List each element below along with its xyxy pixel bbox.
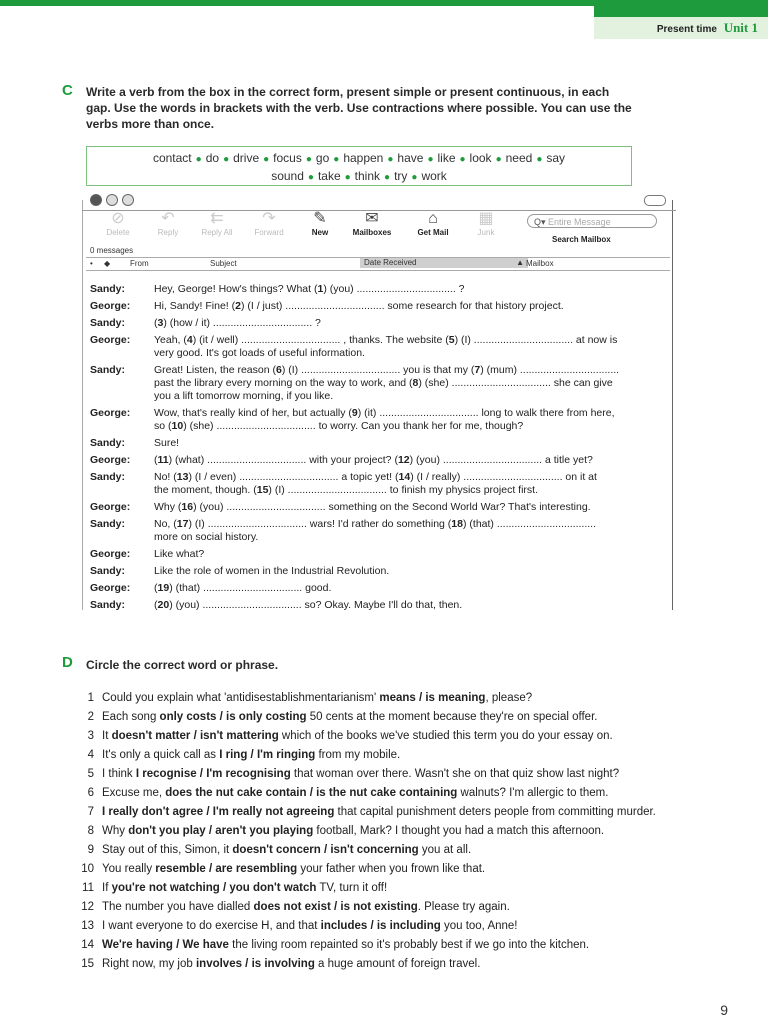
exercise-item — [78, 918, 758, 937]
search-icon: Q▾ — [534, 217, 546, 227]
dialogue-line — [90, 283, 670, 296]
word-box-row — [87, 150, 631, 168]
search-placeholder: Entire Message — [548, 217, 611, 227]
dialogue-text-line: very good. It's got loads of useful information. — [154, 347, 365, 359]
item-number: 8 — [87, 825, 94, 837]
dialogue-text-line: Like the role of women in the Industrial Revolution. — [154, 565, 390, 577]
dialogue-line — [90, 518, 670, 544]
exercise-item — [78, 804, 758, 823]
speaker-name: George: — [90, 582, 131, 594]
junk-icon: ▦ — [478, 210, 494, 227]
search-input[interactable] — [527, 214, 657, 228]
dialogue-text-line: Wow, that's really kind of her, but actually (9) (it) .................................. long to walk there from here, — [154, 407, 615, 419]
word-box-word: go — [315, 151, 330, 165]
word-box-word: have — [397, 151, 424, 165]
word-box-word: happen — [343, 151, 384, 165]
item-text: Each song only costs / is only costing 50 cents at the moment because they're on special offer. — [102, 711, 598, 723]
word-box-word: think — [354, 169, 381, 183]
word-box-word: take — [317, 169, 341, 183]
answer-choices[interactable]: I ring / I'm ringing — [219, 749, 316, 761]
toolbar-toggle-button[interactable] — [644, 195, 666, 206]
get-mail-label: Get Mail — [417, 228, 449, 237]
exercise-item — [78, 842, 758, 861]
dialogue-line — [90, 364, 670, 403]
bullet-separator: ● — [305, 154, 312, 165]
new-label: New — [311, 228, 329, 237]
reply-button[interactable] — [148, 210, 188, 237]
bullet-separator: ● — [427, 154, 434, 165]
dialogue-line — [90, 454, 670, 467]
window-titlebar — [82, 190, 676, 211]
from-column-header[interactable]: From — [130, 259, 149, 268]
bullet-separator: ● — [223, 154, 230, 165]
dialogue-line — [90, 582, 670, 595]
section-c-instruction — [86, 84, 686, 132]
answer-choices[interactable]: resemble / are resembling — [155, 863, 298, 875]
zoom-window-button[interactable] — [122, 194, 134, 206]
word-box-row — [87, 168, 631, 186]
dialogue-text-line: Hey, George! How's things? What (1) (you) .................................. ? — [154, 283, 465, 295]
exercise-item — [78, 899, 758, 918]
unit-label: Unit 1 — [723, 20, 758, 35]
speaker-name: Sandy: — [90, 437, 126, 449]
dialogue-text-line: No! (13) (I / even) .................................. a topic yet! (14) (I / really) .................................. on it at — [154, 471, 597, 483]
word-box-word: sound — [271, 169, 304, 183]
item-text: We're having / We have the living room repainted so it's probably best if we go into the kitchen. — [102, 939, 590, 951]
item-text: Stay out of this, Simon, it doesn't concern / isn't concerning you at all. — [102, 844, 472, 856]
close-window-button[interactable] — [90, 194, 102, 206]
dialogue-line — [90, 317, 670, 330]
answer-choices[interactable]: I really don't agree / I'm really not agreeing — [102, 806, 335, 818]
running-header — [657, 20, 758, 36]
word-box — [86, 146, 632, 186]
exercise-item — [78, 861, 758, 880]
dialogue-text-line: so (10) (she) .................................. to worry. Can you thank her for me, though? — [154, 420, 524, 432]
delete-label: Delete — [106, 228, 130, 237]
answer-choices[interactable]: involves / is involving — [195, 958, 315, 970]
bullet-separator: ● — [411, 172, 418, 183]
word-box-word: need — [505, 151, 533, 165]
dialogue-text-line: Great! Listen, the reason (6) (I) .................................. you is that my (7) (mum) .................................. — [154, 364, 620, 376]
item-text: If you're not watching / you don't watch TV, turn it off! — [102, 882, 388, 894]
answer-choices[interactable]: you're not watching / you don't watch — [111, 882, 317, 894]
flag-column[interactable]: ◆ — [104, 259, 111, 268]
new-message-button[interactable] — [302, 210, 338, 237]
sort-ascending-icon: ▲ — [516, 258, 524, 267]
message-list-header — [86, 257, 670, 271]
reply-icon: ↶ — [161, 210, 175, 227]
mailboxes-label: Mailboxes — [352, 228, 392, 237]
get-mail-button[interactable] — [408, 210, 458, 237]
date-received-label: Date Received — [364, 258, 417, 267]
dialogue-text — [90, 283, 670, 616]
exercise-item — [78, 709, 758, 728]
dialogue-text-line: (20) (you) .................................. so? Okay. Maybe I'll do that, then. — [154, 599, 463, 611]
answer-choices[interactable]: I recognise / I'm recognising — [135, 768, 291, 780]
reply-all-icon: ⇇ — [210, 210, 224, 227]
dialogue-text-line: you a lift tomorrow morning, if you like. — [154, 390, 334, 402]
dialogue-text-line: Sure! — [154, 437, 180, 449]
bullet-separator: ● — [459, 154, 466, 165]
bullet-separator: ● — [536, 154, 543, 165]
instruction-line: Write a verb from the box in the correct form, present simple or present continuous, in each — [86, 85, 610, 99]
speaker-name: George: — [90, 548, 131, 560]
window-border — [672, 200, 673, 610]
exercise-item — [78, 956, 758, 975]
answer-choices[interactable]: includes / is including — [320, 920, 441, 932]
speaker-name: Sandy: — [90, 565, 126, 577]
bullet-separator: ● — [384, 172, 391, 183]
item-text: I really don't agree / I'm really not agreeing that capital punishment deters people from committing murder. — [102, 806, 656, 818]
exercise-item — [78, 690, 758, 709]
reply-all-label: Reply All — [201, 228, 233, 237]
dialogue-text-line: more on social history. — [154, 531, 259, 543]
speaker-name: George: — [90, 300, 131, 312]
dialogue-text-line: Like what? — [154, 548, 205, 560]
dialogue-text-line: (11) (what) .................................. with your project? (12) (you) .................................. a title yet? — [154, 454, 593, 466]
date-received-column-header[interactable] — [360, 258, 528, 268]
item-text: I want everyone to do exercise H, and that includes / is including you too, Anne! — [102, 920, 518, 932]
item-number: 4 — [87, 749, 94, 761]
dialogue-line — [90, 565, 670, 578]
reply-all-button[interactable] — [194, 210, 240, 237]
answer-choices[interactable]: doesn't matter / isn't mattering — [111, 730, 279, 742]
dialogue-line — [90, 407, 670, 433]
answer-choices[interactable]: only costs / is only costing — [159, 711, 307, 723]
item-text: It doesn't matter / isn't mattering which of the books we've studied this term you do your essay on. — [102, 730, 613, 742]
bullet-separator: ● — [495, 154, 502, 165]
bullet-separator: ● — [195, 154, 202, 165]
word-box-word: work — [421, 169, 447, 183]
bullet-separator: ● — [263, 154, 270, 165]
top-banner — [0, 0, 768, 38]
exercise-item — [78, 880, 758, 899]
item-text: I think I recognise / I'm recognising that woman over there. Wasn't she on that quiz show last night? — [102, 768, 620, 780]
item-number: 14 — [81, 939, 94, 951]
instruction-line: verbs more than once. — [86, 117, 215, 131]
item-text: Right now, my job involves / is involving a huge amount of foreign travel. — [102, 958, 481, 970]
dialogue-line — [90, 334, 670, 360]
bullet-separator: ● — [387, 154, 394, 165]
word-box-word: drive — [233, 151, 260, 165]
message-count: 0 messages — [90, 246, 134, 255]
item-number: 1 — [87, 692, 94, 704]
window-border — [82, 200, 83, 610]
word-box-word: like — [437, 151, 456, 165]
search-mailbox-label: Search Mailbox — [552, 235, 611, 244]
speaker-name: Sandy: — [90, 599, 126, 611]
status-dot-column[interactable]: • — [90, 259, 93, 268]
word-box-word: do — [205, 151, 220, 165]
item-number: 10 — [81, 863, 94, 875]
forward-button[interactable] — [246, 210, 292, 237]
dialogue-text-line: past the library every morning on the way to work, and (8) (she) .................................. she can give — [154, 377, 613, 389]
dialogue-line — [90, 437, 670, 450]
compose-icon: ✎ — [313, 210, 327, 227]
item-number: 11 — [82, 882, 94, 894]
item-number: 12 — [81, 901, 94, 913]
bullet-separator: ● — [307, 172, 314, 183]
dialogue-text-line: No, (17) (I) .................................. wars! I'd rather do something (18) (that) .................................. — [154, 518, 597, 530]
mailbox-column-header[interactable]: Mailbox — [526, 259, 554, 268]
item-number: 15 — [81, 958, 94, 970]
item-number: 2 — [87, 711, 94, 723]
delete-icon: ⊘ — [111, 210, 125, 227]
item-text: It's only a quick call as I ring / I'm ringing from my mobile. — [102, 749, 401, 761]
item-number: 9 — [87, 844, 94, 856]
word-box-word: contact — [152, 151, 192, 165]
item-text: Could you explain what 'antidisestablishmentarianism' means / is meaning, please? — [102, 692, 533, 704]
speaker-name: George: — [90, 334, 131, 346]
reply-label: Reply — [157, 228, 179, 237]
section-c-letter: C — [62, 82, 73, 99]
speaker-name: Sandy: — [90, 364, 126, 376]
word-box-word: focus — [273, 151, 302, 165]
answer-choices[interactable]: We're having / We have — [102, 939, 229, 951]
answer-choices[interactable]: means / is meaning — [379, 692, 486, 704]
dialogue-line — [90, 471, 670, 497]
exercise-item — [78, 747, 758, 766]
dialogue-text-line: the moment, though. (15) (I) .................................. to finish my physics project first. — [154, 484, 538, 496]
section-d-instruction: Circle the correct word or phrase. — [86, 658, 279, 672]
item-text: Why don't you play / aren't you playing football, Mark? I thought you had a match this afternoon. — [102, 825, 605, 837]
section-d-letter: D — [62, 654, 73, 671]
dialogue-line — [90, 599, 670, 612]
minimize-window-button[interactable] — [106, 194, 118, 206]
bullet-separator: ● — [344, 172, 351, 183]
dialogue-text-line: Yeah, (4) (it / well) .................................. , thanks. The website (5) (I) .................................. at now is — [154, 334, 618, 346]
exercise-item — [78, 785, 758, 804]
item-text: Excuse me, does the nut cake contain / is the nut cake containing walnuts? I'm allergic to them. — [102, 787, 609, 799]
item-number: 7 — [87, 806, 94, 818]
word-box-word: say — [546, 151, 566, 165]
exercise-item — [78, 766, 758, 785]
dialogue-text-line: Why (16) (you) .................................. something on the Second World War? That's interesting. — [154, 501, 591, 513]
green-tab — [594, 0, 768, 17]
instruction-line: gap. Use the words in brackets with the verb. Use contractions where possible. You can use the — [86, 101, 632, 115]
dialogue-text-line: Hi, Sandy! Fine! (2) (I / just) .................................. some research for that history project. — [154, 300, 564, 312]
dialogue-text-line: (3) (how / it) .................................. ? — [154, 317, 321, 329]
item-number: 5 — [87, 768, 94, 780]
dialogue-line — [90, 548, 670, 561]
dialogue-text-line: (19) (that) .................................. good. — [154, 582, 332, 594]
speaker-name: George: — [90, 407, 131, 419]
speaker-name: George: — [90, 454, 131, 466]
speaker-name: George: — [90, 501, 131, 513]
delete-button[interactable] — [98, 210, 138, 237]
green-stripe — [0, 0, 594, 6]
exercise-item — [78, 728, 758, 747]
exercise-list — [78, 690, 758, 975]
speaker-name: Sandy: — [90, 283, 126, 295]
item-number: 6 — [87, 787, 94, 799]
junk-button[interactable] — [468, 210, 504, 237]
forward-label: Forward — [254, 228, 284, 237]
junk-label: Junk — [477, 228, 495, 237]
item-text: You really resemble / are resembling your father when you frown like that. — [102, 863, 486, 875]
exercise-item — [78, 823, 758, 842]
mailboxes-button[interactable] — [344, 210, 400, 237]
get-mail-icon: ⌂ — [428, 210, 438, 227]
item-number: 3 — [87, 730, 94, 742]
bullet-separator: ● — [333, 154, 340, 165]
item-number: 13 — [81, 920, 94, 932]
section-name: Present time — [656, 24, 717, 35]
page-number: 9 — [720, 1002, 728, 1018]
subject-column-header[interactable]: Subject — [210, 259, 237, 268]
forward-icon: ↷ — [262, 210, 276, 227]
item-text: The number you have dialled does not exist / is not existing. Please try again. — [102, 901, 510, 913]
dialogue-line — [90, 501, 670, 514]
word-box-word: try — [394, 169, 408, 183]
answer-choices[interactable]: don't you play / aren't you playing — [128, 825, 314, 837]
speaker-name: Sandy: — [90, 317, 126, 329]
speaker-name: Sandy: — [90, 471, 126, 483]
word-box-word: look — [469, 151, 492, 165]
answer-choices[interactable]: does not exist / is not existing — [253, 901, 418, 913]
mailboxes-icon: ✉ — [365, 210, 379, 227]
speaker-name: Sandy: — [90, 518, 126, 530]
answer-choices[interactable]: doesn't concern / isn't concerning — [232, 844, 419, 856]
exercise-item — [78, 937, 758, 956]
dialogue-line — [90, 300, 670, 313]
answer-choices[interactable]: does the nut cake contain / is the nut cake containing — [165, 787, 458, 799]
